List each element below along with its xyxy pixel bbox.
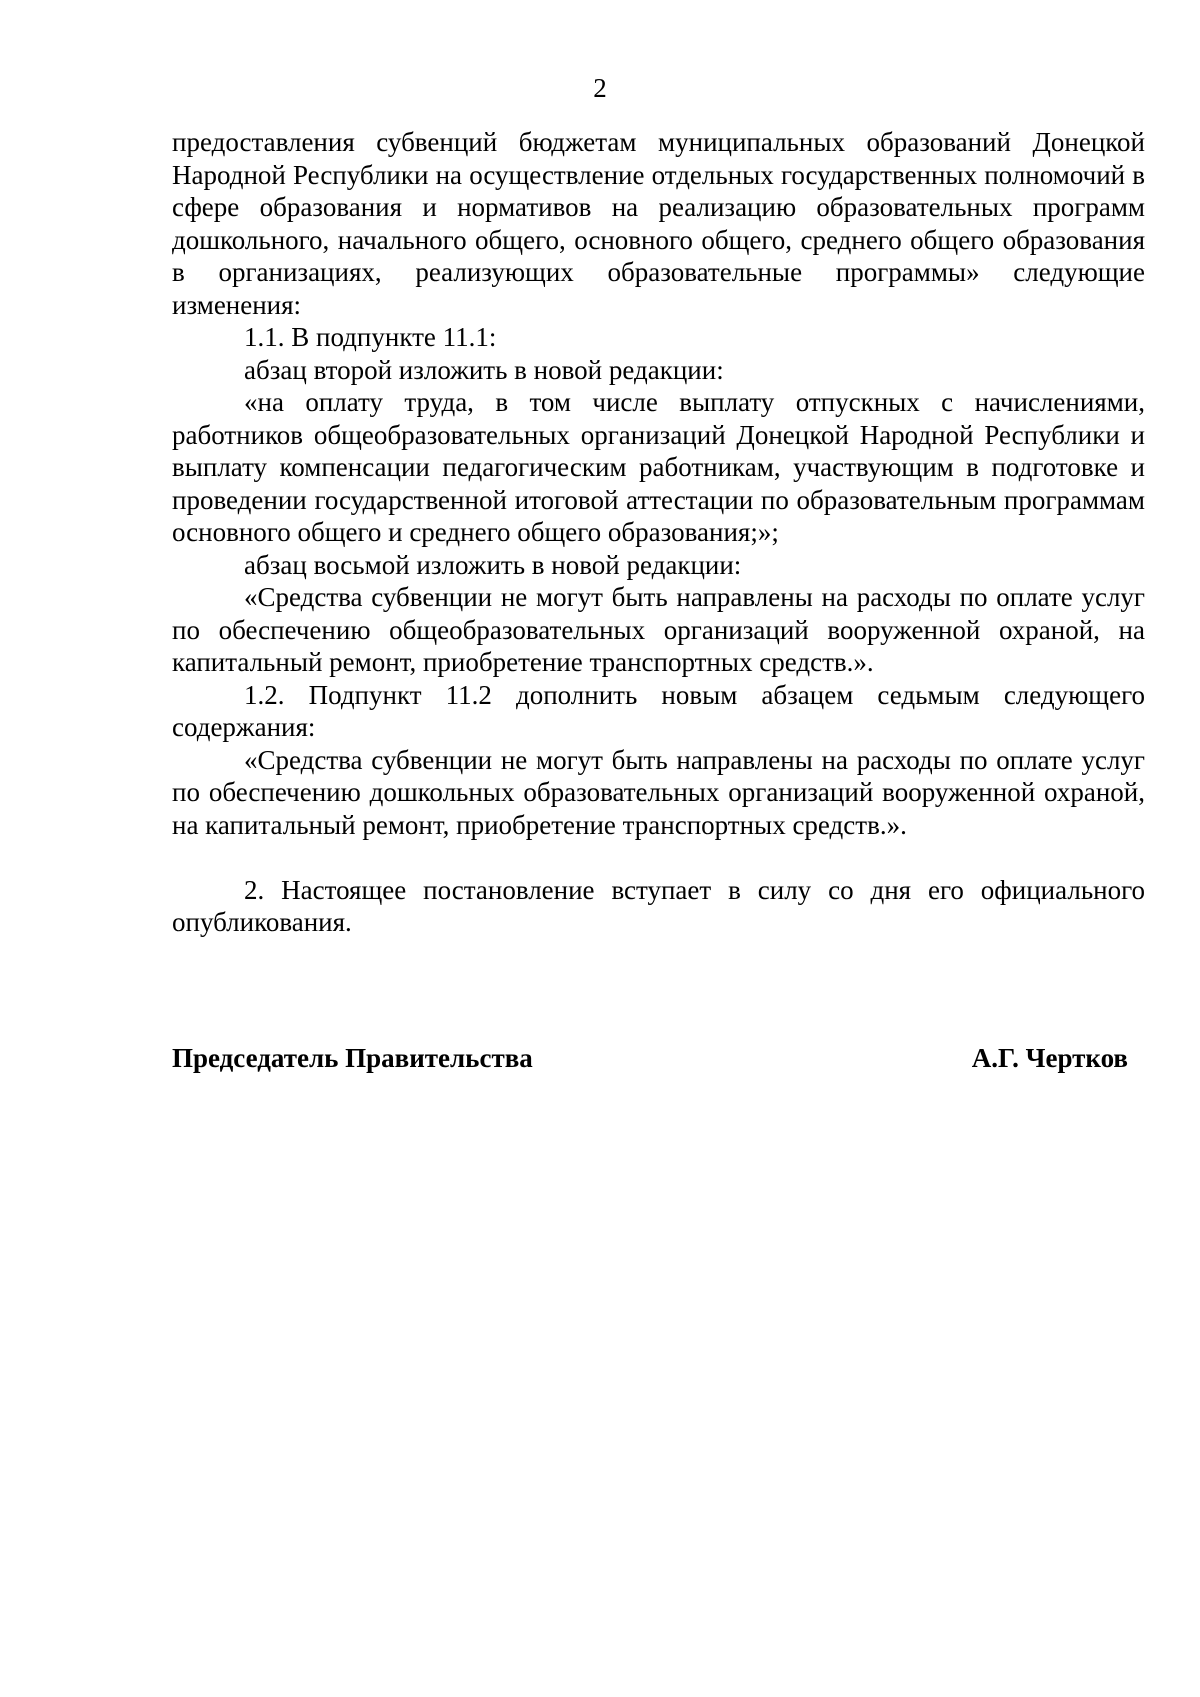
paragraph-intro: предоставления субвенций бюджетам муниципальных образований Донецкой Народной Республики на осуществление отдельных государственных полномочий в сфере образования и нормативов на реализацию образовательных программ дошкольного, начального общего, основного общего, среднего общего образования в организациях, реализующих образовательные программы» следующие изменения: <box>172 127 1145 320</box>
signature-block <box>172 1042 1128 1074</box>
document-body <box>172 126 1145 939</box>
paragraph-quote-labor-payment: «на оплату труда, в том числе выплату отпускных с начислениями, работников общеобразовательных организаций Донецкой Народной Республики и выплату компенсации педагогическим работникам, участвующим в подготовке и проведении государственной итоговой аттестации по образовательным программам основного общего и среднего общего образования;»; <box>172 387 1145 547</box>
signatory-name: А.Г. Чертков <box>971 1043 1128 1073</box>
signatory-position: Председатель Правительства <box>172 1043 533 1073</box>
paragraph-second-abzac-instruction: абзац второй изложить в новой редакции: <box>244 354 724 385</box>
paragraph-item-1-2: 1.2. Подпункт 11.2 дополнить новым абзацем седьмым следующего содержания: <box>172 679 1145 742</box>
page-number: 2 <box>593 73 607 103</box>
paragraph-item-2-effective-date: 2. Настоящее постановление вступает в силу со дня его официального опубликования. <box>172 874 1145 937</box>
paragraph-eighth-abzac-instruction: абзац восьмой изложить в новой редакции: <box>244 549 742 580</box>
paragraph-quote-general-education-security: «Средства субвенции не могут быть направлены на расходы по оплате услуг по обеспечению общеобразовательных организаций вооруженной охраной, на капитальный ремонт, приобретение транспортных средств.». <box>172 582 1145 677</box>
paragraph-item-1-1: 1.1. В подпункте 11.1: <box>244 322 497 352</box>
paragraph-quote-preschool-security: «Средства субвенции не могут быть направлены на расходы по оплате услуг по обеспечению дошкольных образовательных организаций вооруженной охраной, на капитальный ремонт, приобретение транспортных средств.». <box>172 744 1145 840</box>
paragraph-spacer <box>172 841 1145 874</box>
